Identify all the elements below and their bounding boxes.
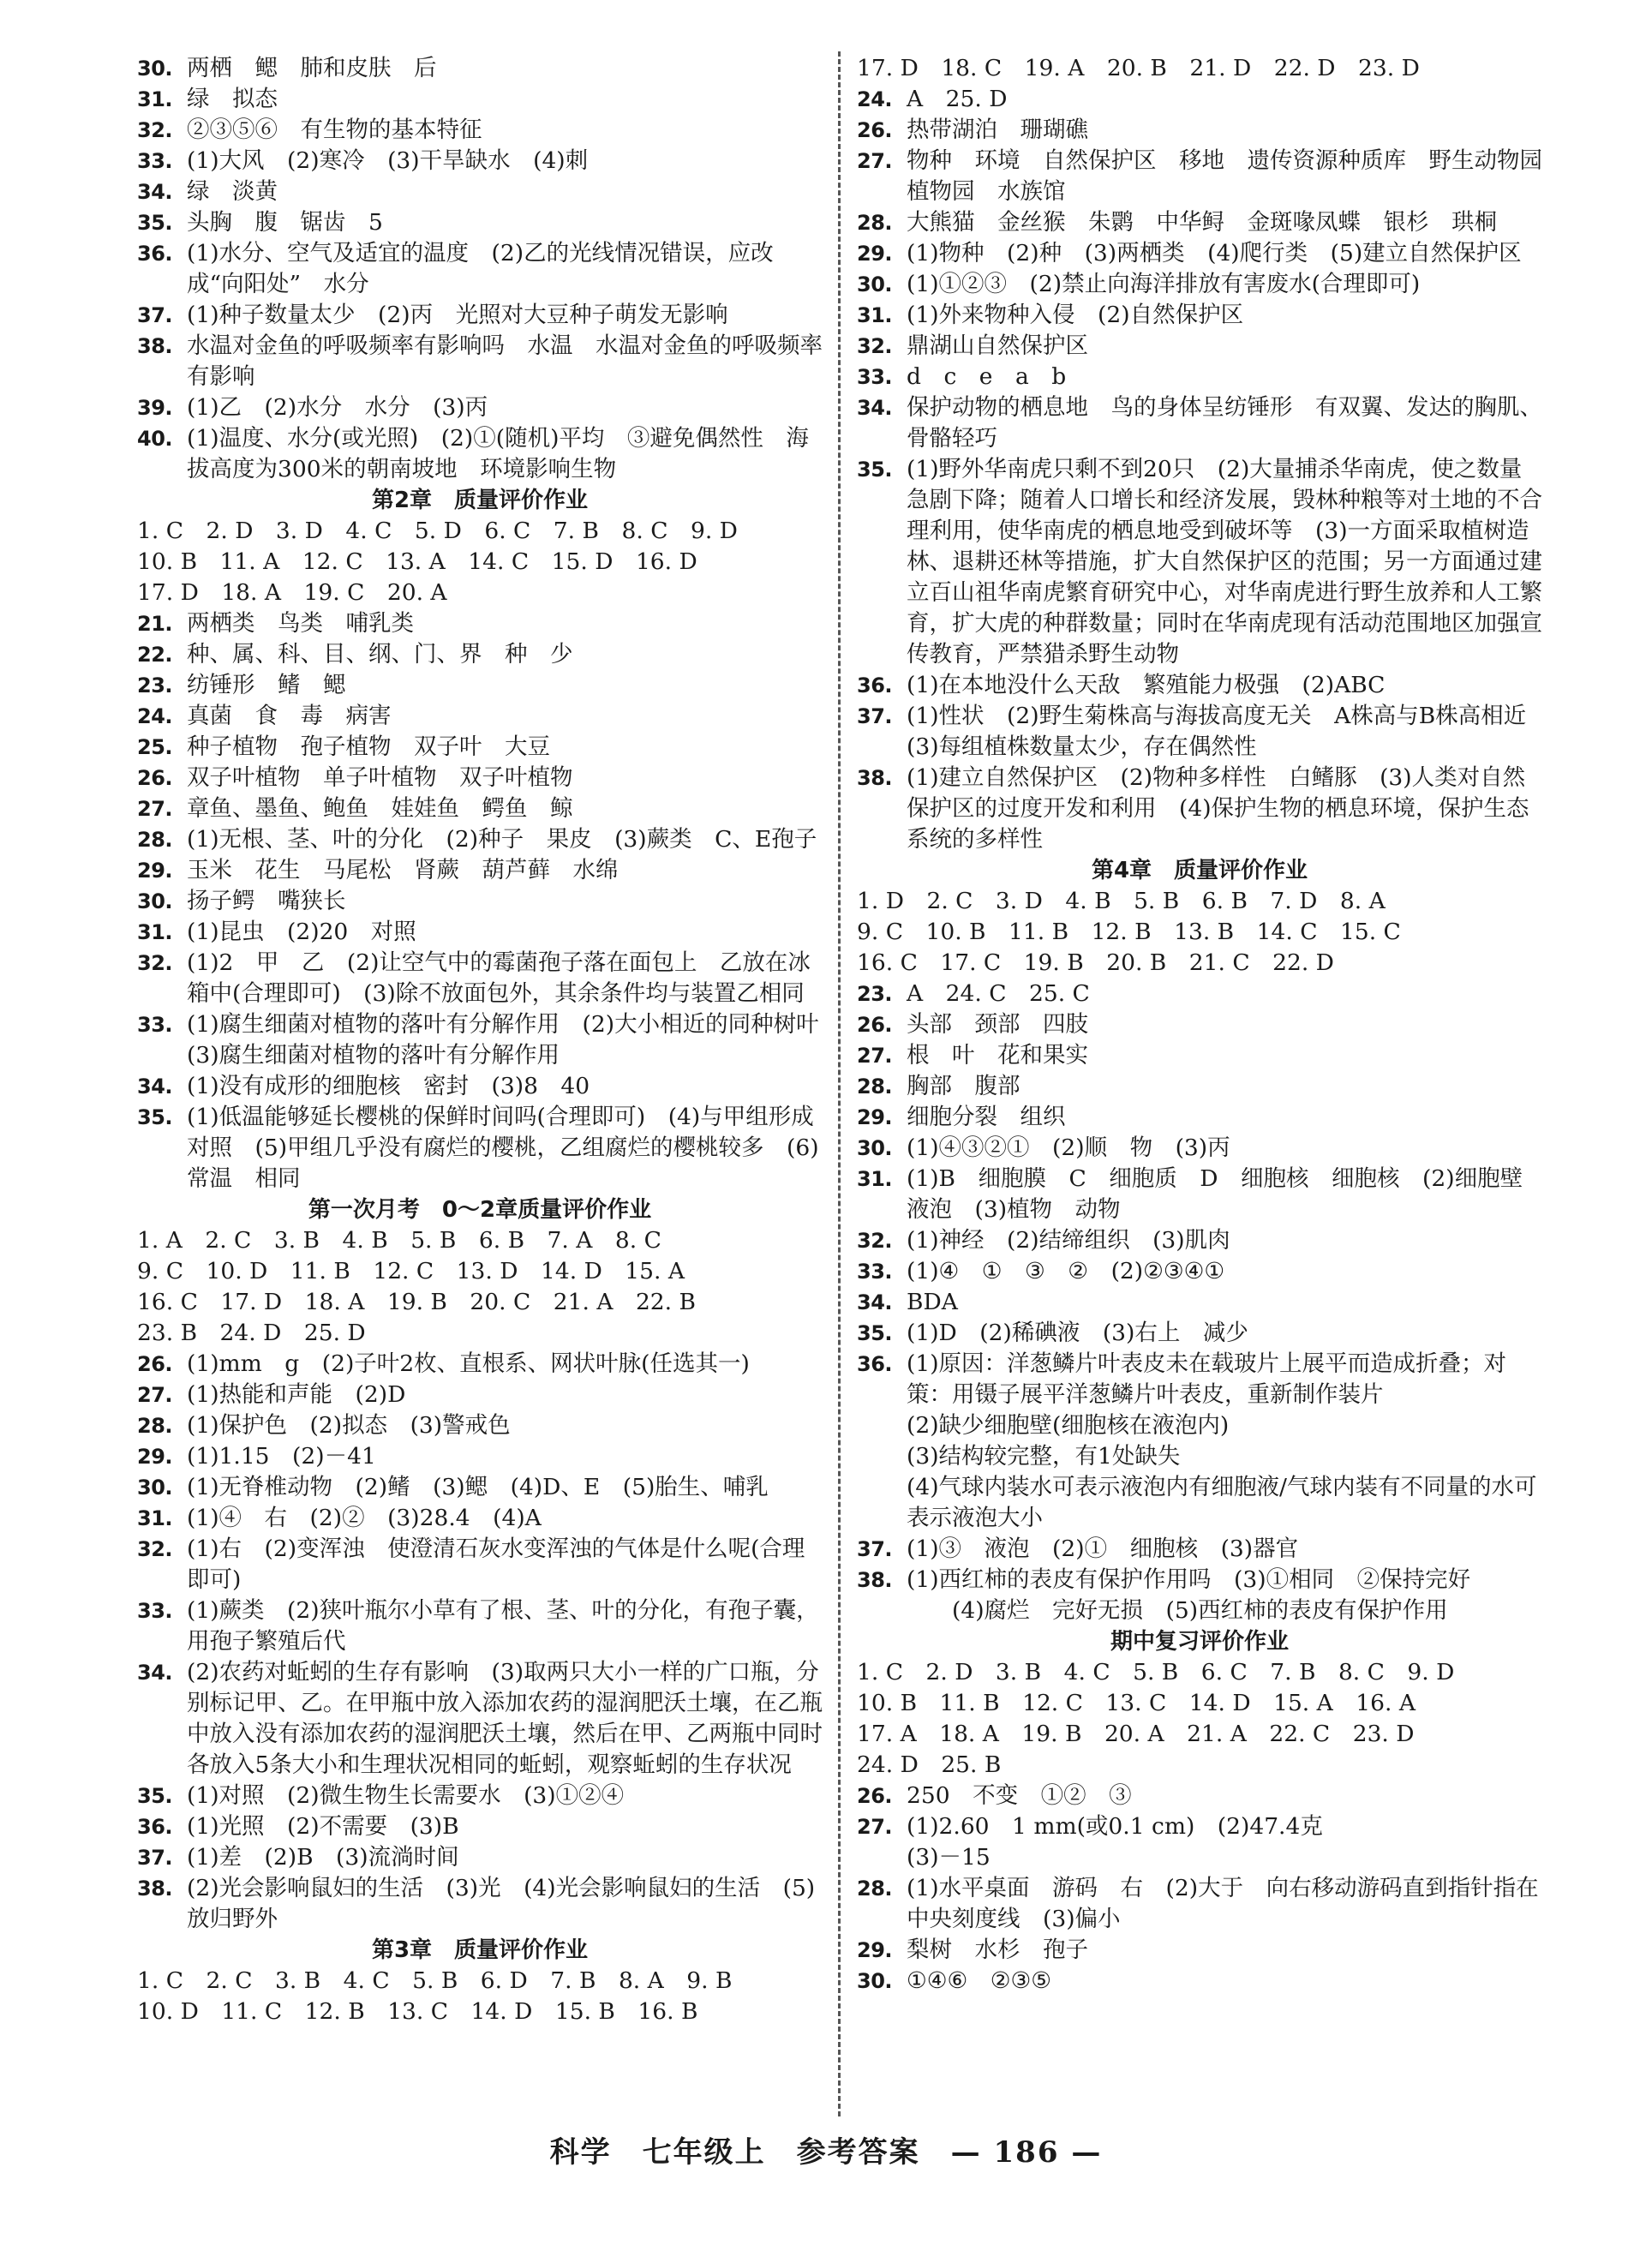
answer-text: (1)1.15 (2)－41	[187, 1443, 376, 1470]
answer-choices-row: 1. C 2. D 3. B 4. C 5. B 6. C 7. B 8. C 9. D	[857, 1659, 1455, 1685]
answer-item	[137, 1534, 823, 1595]
question-number: 32.	[857, 1229, 893, 1253]
answer-item	[137, 207, 823, 238]
answer-text: d c e a b	[907, 363, 1067, 390]
answer-text: 种、属、科、目、纲、门、界 种 少	[187, 641, 573, 668]
answer-text: (1)差 (2)B (3)流淌时间	[187, 1844, 459, 1871]
question-number: 33.	[857, 365, 893, 389]
answer-text: 250 不变 ①② ③	[907, 1782, 1132, 1809]
answer-text: 扬子鳄 嘴狭长	[187, 888, 346, 914]
right-column	[857, 53, 1565, 1997]
answer-item	[857, 1441, 1542, 1472]
answer-text: (1)没有成形的细胞核 密封 (3)8 40	[187, 1073, 590, 1099]
question-number: 33.	[857, 1260, 893, 1284]
answer-item	[857, 1811, 1542, 1842]
question-number: 38.	[857, 766, 893, 790]
answer-text: 鼎湖山自然保护区	[907, 332, 1088, 359]
answer-item	[857, 300, 1542, 331]
answer-item	[857, 701, 1549, 763]
question-number: 28.	[137, 828, 173, 852]
answer-text: (1)水平桌面 游码 右 (2)大于 向右移动游码直到指针指在中央刻度线 (3)偏小	[907, 1875, 1539, 1932]
question-number: 38.	[137, 1877, 173, 1901]
answer-item	[137, 855, 823, 886]
answer-text: (1)物种 (2)种 (3)两栖类 (4)爬行类 (5)建立自然保护区	[907, 240, 1522, 266]
question-number: 29.	[137, 1445, 173, 1469]
answer-choices-row: 1. A 2. C 3. B 4. B 5. B 6. B 7. A 8. C	[137, 1227, 661, 1254]
question-number: 28.	[857, 211, 893, 235]
question-number: 33.	[137, 1599, 173, 1623]
answer-text: (1)神经 (2)结缔组织 (3)肌肉	[907, 1227, 1230, 1254]
answer-item	[857, 1873, 1542, 1935]
answer-item	[857, 331, 1542, 362]
answer-text: (1)光照 (2)不需要 (3)B	[187, 1813, 459, 1840]
question-number: 31.	[857, 1167, 893, 1191]
answer-text: (1)无根、茎、叶的分化 (2)种子 果皮 (3)蕨类 C、E孢子	[187, 826, 817, 853]
answer-text: (1)西红柿的表皮有保护作用吗 (3)①相同 ②保持完好	[907, 1566, 1471, 1593]
question-number: 33.	[137, 1013, 173, 1037]
answer-item	[857, 1287, 1542, 1318]
answer-item	[857, 1565, 1542, 1595]
answer-text: 两栖类 鸟类 哺乳类	[187, 610, 414, 637]
answer-item	[857, 1225, 1542, 1256]
answer-text: (1)④ 右 (2)② (3)28.4 (4)A	[187, 1505, 542, 1531]
answer-item	[857, 84, 1542, 115]
question-number: 30.	[857, 272, 893, 296]
question-number: 31.	[137, 1506, 173, 1530]
answer-text: (2)光会影响鼠妇的生活 (3)光 (4)光会影响鼠妇的生活 (5)放归野外	[187, 1875, 816, 1932]
answer-text: 种子植物 孢子植物 双子叶 大豆	[187, 733, 550, 760]
answer-item	[857, 269, 1542, 300]
question-number: 34.	[137, 180, 173, 204]
answer-item	[137, 84, 823, 115]
answer-text: (1)蕨类 (2)狭叶瓶尔小草有了根、茎、叶的分化，有孢子囊，用孢子繁殖后代	[187, 1597, 819, 1655]
question-number: 21.	[137, 612, 173, 636]
question-number: 24.	[857, 87, 893, 111]
answer-text: (1)④③②① (2)顺 物 (3)丙	[907, 1134, 1230, 1161]
question-number: 39.	[137, 396, 173, 420]
answer-item	[857, 1842, 1542, 1873]
question-number: 37.	[137, 303, 173, 327]
question-number: 37.	[857, 704, 893, 728]
answer-choices-row: 1. D 2. C 3. D 4. B 5. B 6. B 7. D 8. A	[857, 888, 1386, 914]
answer-item	[137, 763, 823, 793]
answer-text: 根 叶 花和果实	[907, 1042, 1088, 1069]
answer-item	[857, 362, 1542, 392]
answer-text: (2)农药对蚯蚓的生存有影响 (3)取两只大小一样的广口瓶，分别标记甲、乙。在甲瓶中放入添加农药的湿润肥沃土壤，在乙瓶中放入没有添加农药的湿润肥沃土壤，然后在甲、乙两瓶中同时各放入5条大小和生理状况相同的蚯蚓，观察蚯蚓的生存状况	[187, 1659, 823, 1778]
question-number: 32.	[137, 1537, 173, 1561]
answer-item	[857, 115, 1542, 146]
answer-item	[857, 1472, 1542, 1534]
answer-item	[137, 238, 823, 300]
question-number: 37.	[137, 1846, 173, 1870]
section-heading: 第4章 质量评价作业	[1091, 858, 1308, 883]
answer-item	[857, 1781, 1542, 1811]
answer-choices-row: 1. C 2. D 3. D 4. C 5. D 6. C 7. B 8. C 9. D	[137, 518, 738, 544]
answer-item	[857, 207, 1542, 238]
answer-item	[857, 1349, 1542, 1410]
answer-text: 保护动物的栖息地 鸟的身体呈纺锤形 有双翼、发达的胸肌、骨骼轻巧	[907, 394, 1542, 452]
answer-text: (1)野外华南虎只剩不到20只 (2)大量捕杀华南虎，使之数量急剧下降；随着人口增长和经济发展，毁林种粮等对土地的不合理利用，使华南虎的栖息地受到破坏等 (3)一方面采取植树造林、退耕还林等措施，扩大自然保护区的范围；另一方面通过建立百山祖华南虎繁育研究中心，对华南虎进行野生放养和人工繁育，扩大虎的种群数量；同时在华南虎现有活动范围地区加强宣传教育，严禁猎杀野生动物	[907, 456, 1542, 668]
answer-choices-row: 16. C 17. C 19. B 20. B 21. C 22. D	[857, 949, 1334, 976]
question-number: 24.	[137, 704, 173, 728]
question-number: 38.	[857, 1568, 893, 1592]
answer-text: BDA	[907, 1289, 958, 1315]
column-divider	[838, 51, 841, 2116]
question-number: 27.	[857, 149, 893, 173]
question-number: 35.	[137, 211, 173, 235]
answer-item	[857, 1318, 1542, 1349]
answer-item	[137, 948, 823, 1009]
question-number: 26.	[857, 1013, 893, 1037]
answer-item	[137, 1657, 823, 1781]
question-number: 27.	[857, 1815, 893, 1839]
left-column	[137, 53, 842, 2027]
answer-item	[137, 1009, 842, 1071]
question-number: 28.	[857, 1075, 893, 1099]
page-footer: 科学 七年级上 参考答案 — 186 —	[549, 2135, 1103, 2170]
answer-choices-row: 9. C 10. B 11. B 12. B 13. B 14. C 15. C	[857, 919, 1401, 945]
answer-text: (4)气球内装水可表示液泡内有细胞液/气球内装有不同量的水可表示液泡大小	[907, 1474, 1537, 1531]
question-number: 40.	[137, 427, 173, 451]
answer-item	[137, 115, 823, 146]
answer-text: 大熊猫 金丝猴 朱鹮 中华鲟 金斑喙凤蝶 银杉 珙桐	[907, 209, 1497, 236]
question-number: 29.	[137, 859, 173, 883]
answer-text: 梨树 水杉 孢子	[907, 1937, 1088, 1963]
question-number: 32.	[137, 118, 173, 142]
question-number: 30.	[137, 57, 173, 81]
answer-item	[137, 608, 823, 639]
question-number: 29.	[857, 1105, 893, 1129]
question-number: 28.	[857, 1877, 893, 1901]
answer-text: ①④⑥ ②③⑤	[907, 1967, 1052, 1994]
answer-item	[857, 1102, 1542, 1133]
answer-item	[137, 886, 823, 917]
answer-text: 两栖 鳃 肺和皮肤 后	[187, 55, 437, 81]
answer-item	[857, 454, 1542, 670]
answer-item	[137, 1071, 823, 1102]
question-number: 38.	[137, 334, 173, 358]
answer-item	[137, 392, 823, 423]
question-number: 35.	[857, 1321, 893, 1345]
answer-item	[857, 1133, 1542, 1164]
answer-text: A 24. C 25. C	[907, 980, 1090, 1007]
answer-text: (1)2 甲 乙 (2)让空气中的霉菌孢子落在面包上 乙放在冰箱中(合理即可) (3)除不放面包外，其余条件均与装置乙相同	[187, 949, 811, 1007]
question-number: 26.	[857, 1784, 893, 1808]
answer-item	[857, 1410, 1542, 1441]
question-number: 36.	[137, 1815, 173, 1839]
answer-item	[857, 392, 1542, 454]
question-number: 22.	[137, 643, 173, 667]
answer-item	[137, 732, 823, 763]
question-number: 34.	[137, 1075, 173, 1099]
answer-item	[137, 701, 823, 732]
answer-text: 胸部 腹部	[907, 1073, 1021, 1099]
answer-text: (1)乙 (2)水分 水分 (3)丙	[187, 394, 488, 421]
answer-item	[137, 300, 823, 331]
answer-text: (1)无脊椎动物 (2)鳍 (3)鳃 (4)D、E (5)胎生、哺乳	[187, 1474, 769, 1500]
question-number: 33.	[137, 149, 173, 173]
answer-text: (1)右 (2)变浑浊 使澄清石灰水变浑浊的气体是什么呢(合理即可)	[187, 1536, 805, 1593]
answer-text: (1)原因：洋葱鳞片叶表皮未在载玻片上展平而造成折叠；对策：用镊子展平洋葱鳞片叶表皮，重新制作装片	[907, 1350, 1507, 1408]
answer-item	[137, 639, 823, 670]
question-number: 27.	[857, 1044, 893, 1068]
answer-item	[137, 1595, 823, 1657]
answer-text: (1)①②③ (2)禁止向海洋排放有害废水(合理即可)	[907, 271, 1421, 297]
question-number: 31.	[857, 303, 893, 327]
answer-text: 双子叶植物 单子叶植物 双子叶植物	[187, 764, 573, 791]
answer-item	[137, 1503, 823, 1534]
answer-item	[137, 1380, 823, 1410]
answer-text: 纺锤形 鳍 鳃	[187, 672, 346, 698]
answer-item	[857, 1164, 1546, 1225]
section-heading: 第3章 质量评价作业	[371, 1937, 589, 1963]
answer-text: (1)大风 (2)寒冷 (3)干旱缺水 (4)刺	[187, 147, 589, 174]
answer-item	[857, 1071, 1542, 1102]
question-number: 31.	[137, 920, 173, 944]
answer-text: 细胞分裂 组织	[907, 1104, 1066, 1130]
question-number: 32.	[857, 334, 893, 358]
answer-item	[137, 1781, 823, 1811]
answer-text: (3)－15	[907, 1844, 991, 1871]
answer-item	[137, 177, 823, 207]
answer-choices-row: 10. D 11. C 12. B 13. C 14. D 15. B 16. B	[137, 1998, 698, 2025]
answer-item	[137, 1349, 823, 1380]
answer-item	[137, 793, 823, 824]
answer-item	[137, 331, 823, 392]
answer-text: A 25. D	[907, 86, 1008, 112]
section-heading: 期中复习评价作业	[1110, 1629, 1289, 1655]
answer-text: (3)结构较完整，有1处缺失	[907, 1443, 1181, 1470]
answer-item	[137, 146, 823, 177]
answer-item	[857, 1534, 1542, 1565]
question-number: 25.	[137, 735, 173, 759]
question-number: 30.	[857, 1969, 893, 1993]
answer-text: 章鱼、墨鱼、鲍鱼 娃娃鱼 鳄鱼 鲸	[187, 795, 573, 822]
answer-text: 绿 拟态	[187, 86, 278, 112]
answer-text: (1)建立自然保护区 (2)物种多样性 白鳍豚 (3)人类对自然保护区的过度开发和利用 (4)保护生物的栖息环境，保护生态系统的多样性	[907, 764, 1529, 853]
question-number: 27.	[137, 797, 173, 821]
answer-text: (1)温度、水分(或光照) (2)①(随机)平均 ③避免偶然性 海拔高度为300米的朝南坡地 环境影响生物	[187, 425, 809, 482]
answer-text: (1)B 细胞膜 C 细胞质 D 细胞核 细胞核 (2)细胞壁 液泡 (3)植物 动物	[907, 1165, 1546, 1223]
section-heading: 第2章 质量评价作业	[371, 488, 589, 513]
question-number: 35.	[137, 1784, 173, 1808]
answer-text: 物种 环境 自然保护区 移地 遗传资源种质库 野生动物园 植物园 水族馆	[907, 147, 1565, 205]
answer-item	[857, 1040, 1542, 1071]
answer-text: 真菌 食 毒 病害	[187, 703, 392, 729]
answer-item	[857, 1966, 1542, 1997]
answer-item	[137, 1873, 823, 1935]
answer-choices-row: 17. D 18. C 19. A 20. B 21. D 22. D 23. D	[857, 55, 1420, 81]
answer-choices-row: 9. C 10. D 11. B 12. C 13. D 14. D 15. A	[137, 1258, 685, 1284]
question-number: 34.	[857, 1290, 893, 1314]
answer-text: 热带湖泊 珊瑚礁	[907, 117, 1088, 143]
question-number: 36.	[857, 1352, 893, 1376]
answer-text: (1)种子数量太少 (2)丙 光照对大豆种子萌发无影响	[187, 302, 728, 328]
question-number: 34.	[137, 1661, 173, 1685]
answer-item	[857, 146, 1565, 207]
answer-item	[857, 1256, 1542, 1287]
answer-text: (1)③ 液泡 (2)① 细胞核 (3)器官	[907, 1536, 1299, 1562]
question-number: 31.	[137, 87, 173, 111]
answer-text: (1)2.60 1 mm(或0.1 cm) (2)47.4克	[907, 1813, 1323, 1840]
answer-choices-row: 24. D 25. B	[857, 1751, 1002, 1778]
answer-item	[857, 238, 1542, 269]
answer-choices-row: 17. D 18. A 19. C 20. A	[137, 579, 447, 606]
answer-text: (1)低温能够延长樱桃的保鲜时间吗(合理即可) (4)与甲组形成对照 (5)甲组几乎没有腐烂的樱桃，乙组腐烂的樱桃较多 (6)常温 相同	[187, 1104, 819, 1192]
answer-item	[137, 1811, 823, 1842]
answer-item	[857, 670, 1542, 701]
question-number: 30.	[137, 889, 173, 913]
question-number: 36.	[857, 674, 893, 697]
answer-item	[137, 423, 823, 485]
question-number: 35.	[137, 1105, 173, 1129]
answer-text: (1)昆虫 (2)20 对照	[187, 919, 416, 945]
answer-choices-row: 17. A 18. A 19. B 20. A 21. A 22. C 23. D	[857, 1721, 1415, 1747]
answer-item	[857, 1009, 1542, 1040]
answer-text: (1)④ ① ③ ② (2)②③④①	[907, 1258, 1225, 1284]
question-number: 23.	[857, 982, 893, 1006]
question-number: 29.	[857, 242, 893, 266]
answer-text: 头胸 腹 锯齿 5	[187, 209, 383, 236]
answer-item	[857, 979, 1542, 1009]
question-number: 35.	[857, 458, 893, 482]
section-heading: 第一次月考 0～2章质量评价作业	[308, 1197, 652, 1223]
answer-text: ②③⑤⑥ 有生物的基本特征	[187, 117, 482, 143]
answer-text: 绿 淡黄	[187, 178, 278, 205]
answer-item	[137, 824, 823, 855]
answer-item	[857, 1595, 1542, 1626]
answer-choices-row: 16. C 17. D 18. A 19. B 20. C 21. A 22. B	[137, 1289, 696, 1315]
question-number: 37.	[857, 1537, 893, 1561]
question-number: 26.	[137, 766, 173, 790]
answer-text: (4)腐烂 完好无损 (5)西红柿的表皮有保护作用	[907, 1597, 1448, 1624]
question-number: 30.	[857, 1136, 893, 1160]
question-number: 23.	[137, 674, 173, 697]
answer-choices-row: 1. C 2. C 3. B 4. C 5. B 6. D 7. B 8. A 9. B	[137, 1967, 733, 1994]
answer-item	[137, 1441, 823, 1472]
answer-item	[137, 1102, 823, 1194]
answer-item	[137, 53, 823, 84]
answer-text: (1)mm g (2)子叶2枚、直根系、网状叶脉(任选其一)	[187, 1350, 750, 1377]
answer-text: (1)腐生细菌对植物的落叶有分解作用 (2)大小相近的同种树叶 (3)腐生细菌对植物的落叶有分解作用	[187, 1011, 842, 1069]
answer-text: (2)缺少细胞壁(细胞核在液泡内)	[907, 1412, 1230, 1439]
answer-text: (1)水分、空气及适宜的温度 (2)乙的光线情况错误，应改成“向阳处” 水分	[187, 240, 774, 297]
answer-item	[137, 917, 823, 948]
answer-choices-row: 10. B 11. A 12. C 13. A 14. C 15. D 16. D	[137, 548, 697, 575]
answer-text: (1)热能和声能 (2)D	[187, 1381, 406, 1408]
answer-text: (1)在本地没什么天敌 繁殖能力极强 (2)ABC	[907, 672, 1386, 698]
answer-text: (1)外来物种入侵 (2)自然保护区	[907, 302, 1244, 328]
question-number: 30.	[137, 1476, 173, 1500]
answer-item	[137, 1472, 823, 1503]
question-number: 32.	[137, 951, 173, 975]
answer-text: 头部 颈部 四肢	[907, 1011, 1088, 1038]
question-number: 34.	[857, 396, 893, 420]
answer-item	[137, 670, 823, 701]
answer-item	[857, 1935, 1542, 1966]
answer-text: (1)性状 (2)野生菊株高与海拔高度无关 A株高与B株高相近 (3)每组植株数量太少，存在偶然性	[907, 703, 1549, 760]
question-number: 26.	[857, 118, 893, 142]
question-number: 36.	[137, 242, 173, 266]
answer-text: 水温对金鱼的呼吸频率有影响吗 水温 水温对金鱼的呼吸频率有影响	[187, 332, 823, 390]
question-number: 29.	[857, 1938, 893, 1962]
answer-item	[137, 1842, 823, 1873]
question-number: 26.	[137, 1352, 173, 1376]
answer-choices-row: 23. B 24. D 25. D	[137, 1320, 366, 1346]
answer-choices-row: 10. B 11. B 12. C 13. C 14. D 15. A 16. A	[857, 1690, 1416, 1716]
answer-text: (1)对照 (2)微生物生长需要水 (3)①②④	[187, 1782, 625, 1809]
answer-text: (1)D (2)稀碘液 (3)右上 减少	[907, 1320, 1248, 1346]
answer-text: 玉米 花生 马尾松 肾蕨 葫芦藓 水绵	[187, 857, 619, 883]
question-number: 28.	[137, 1414, 173, 1438]
answer-text: (1)保护色 (2)拟态 (3)警戒色	[187, 1412, 511, 1439]
question-number: 27.	[137, 1383, 173, 1407]
answer-item	[857, 763, 1542, 855]
answer-item	[137, 1410, 823, 1441]
